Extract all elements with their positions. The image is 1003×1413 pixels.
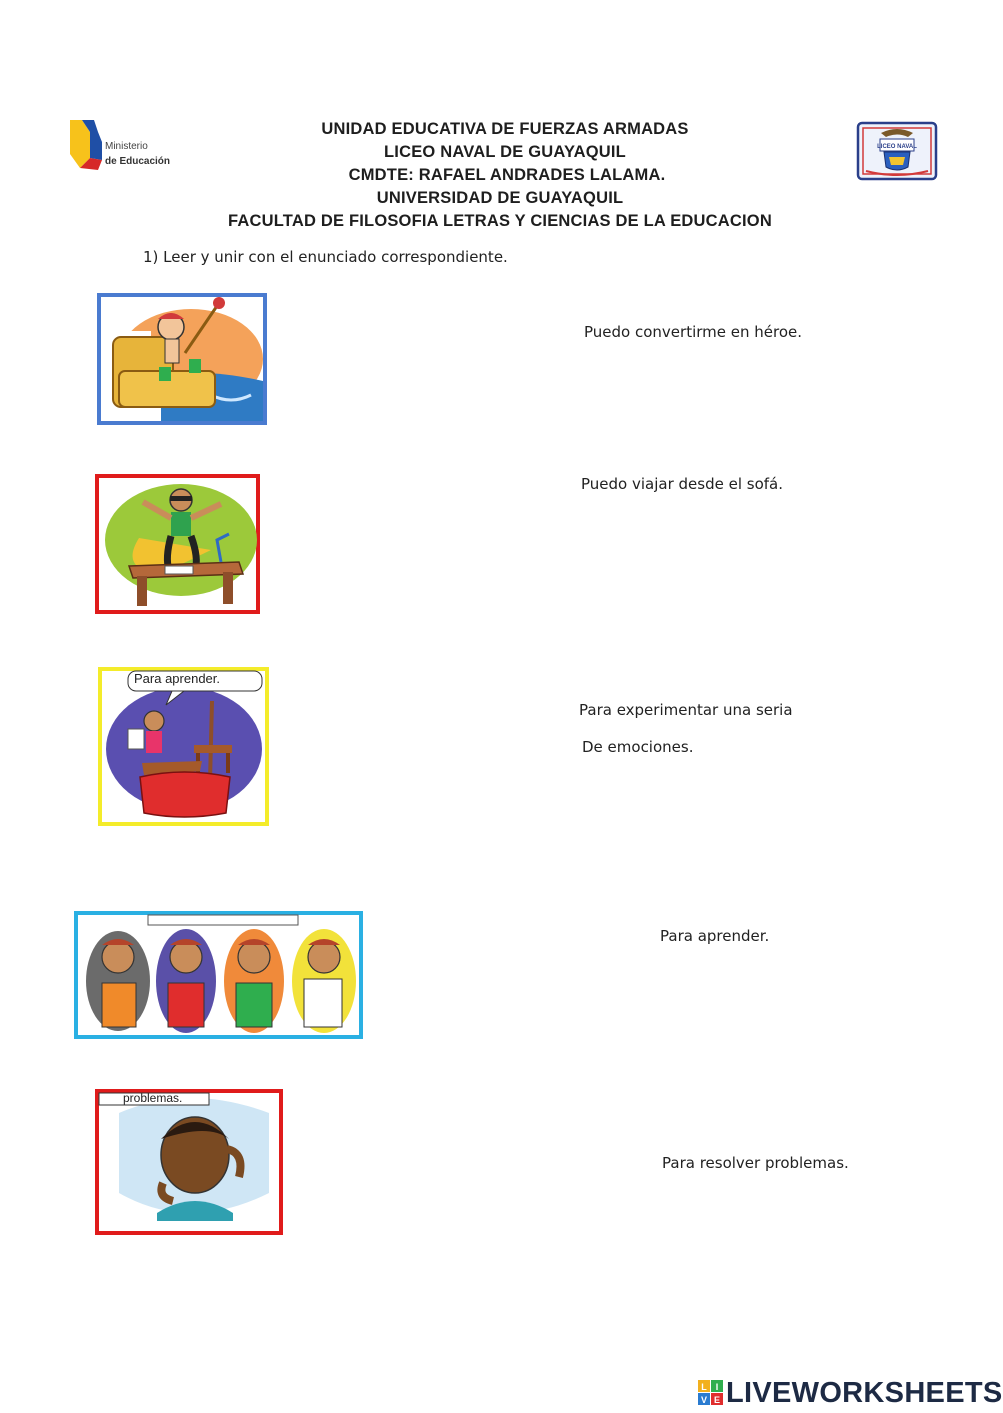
header-line-3: CMDTE: RAFAEL ANDRADES LALAMA. (348, 166, 666, 184)
boy-thinking-picture[interactable] (95, 1089, 283, 1235)
bubble-text: problemas. (123, 1091, 183, 1105)
option-resolver-problemas[interactable]: Para resolver problemas. (662, 1154, 849, 1172)
option-heroe[interactable]: Puedo convertirme en héroe. (584, 323, 802, 341)
liveworksheets-text: LIVEWORKSHEETS (726, 1376, 1003, 1409)
svg-text:I: I (715, 1382, 719, 1392)
liveworksheets-brand (698, 1376, 1003, 1410)
svg-text:LICEO NAVAL: LICEO NAVAL (877, 144, 917, 150)
option-experimentar[interactable]: Para experimentar una seria (579, 701, 793, 719)
header-line-2: LICEO NAVAL DE GUAYAQUIL (384, 143, 626, 161)
option-aprender[interactable]: Para aprender. (660, 927, 770, 945)
school-header (0, 118, 1000, 233)
svg-text:de Educación: de Educación (105, 156, 171, 167)
option-emociones[interactable]: De emociones. (582, 738, 694, 756)
armchair-pirate-illustration (101, 297, 263, 421)
header-line-5: FACULTAD DE FILOSOFIA LETRAS Y CIENCIAS DE LA EDUCACION (228, 212, 772, 230)
instruction-text: 1) Leer y unir con el enunciado correspondiente. (143, 248, 508, 266)
header-line-1: UNIDAD EDUCATIVA DE FUERZAS ARMADAS (321, 120, 689, 138)
svg-text:E: E (713, 1395, 721, 1405)
option-viajar-sofa[interactable]: Puedo viajar desde el sofá. (581, 475, 783, 493)
armchair-pirate-picture[interactable] (97, 293, 267, 425)
bubble-text: Para aprender. (134, 671, 221, 686)
svg-text:Ministerio: Ministerio (105, 141, 148, 152)
boy-reading-illustration (102, 671, 265, 822)
children-emotions-picture[interactable] (74, 911, 363, 1039)
svg-text:L: L (701, 1382, 707, 1392)
desk-hero-picture[interactable] (95, 474, 260, 614)
boy-reading-chairs-picture[interactable] (98, 667, 269, 826)
header-line-4: UNIVERSIDAD DE GUAYAQUIL (376, 189, 624, 207)
svg-text:V: V (700, 1395, 708, 1405)
boy-thinking-illustration (99, 1093, 279, 1231)
liveworksheets-logo-icon (698, 1380, 724, 1406)
children-emotions-illustration (78, 915, 359, 1035)
desk-hero-illustration (99, 478, 256, 610)
